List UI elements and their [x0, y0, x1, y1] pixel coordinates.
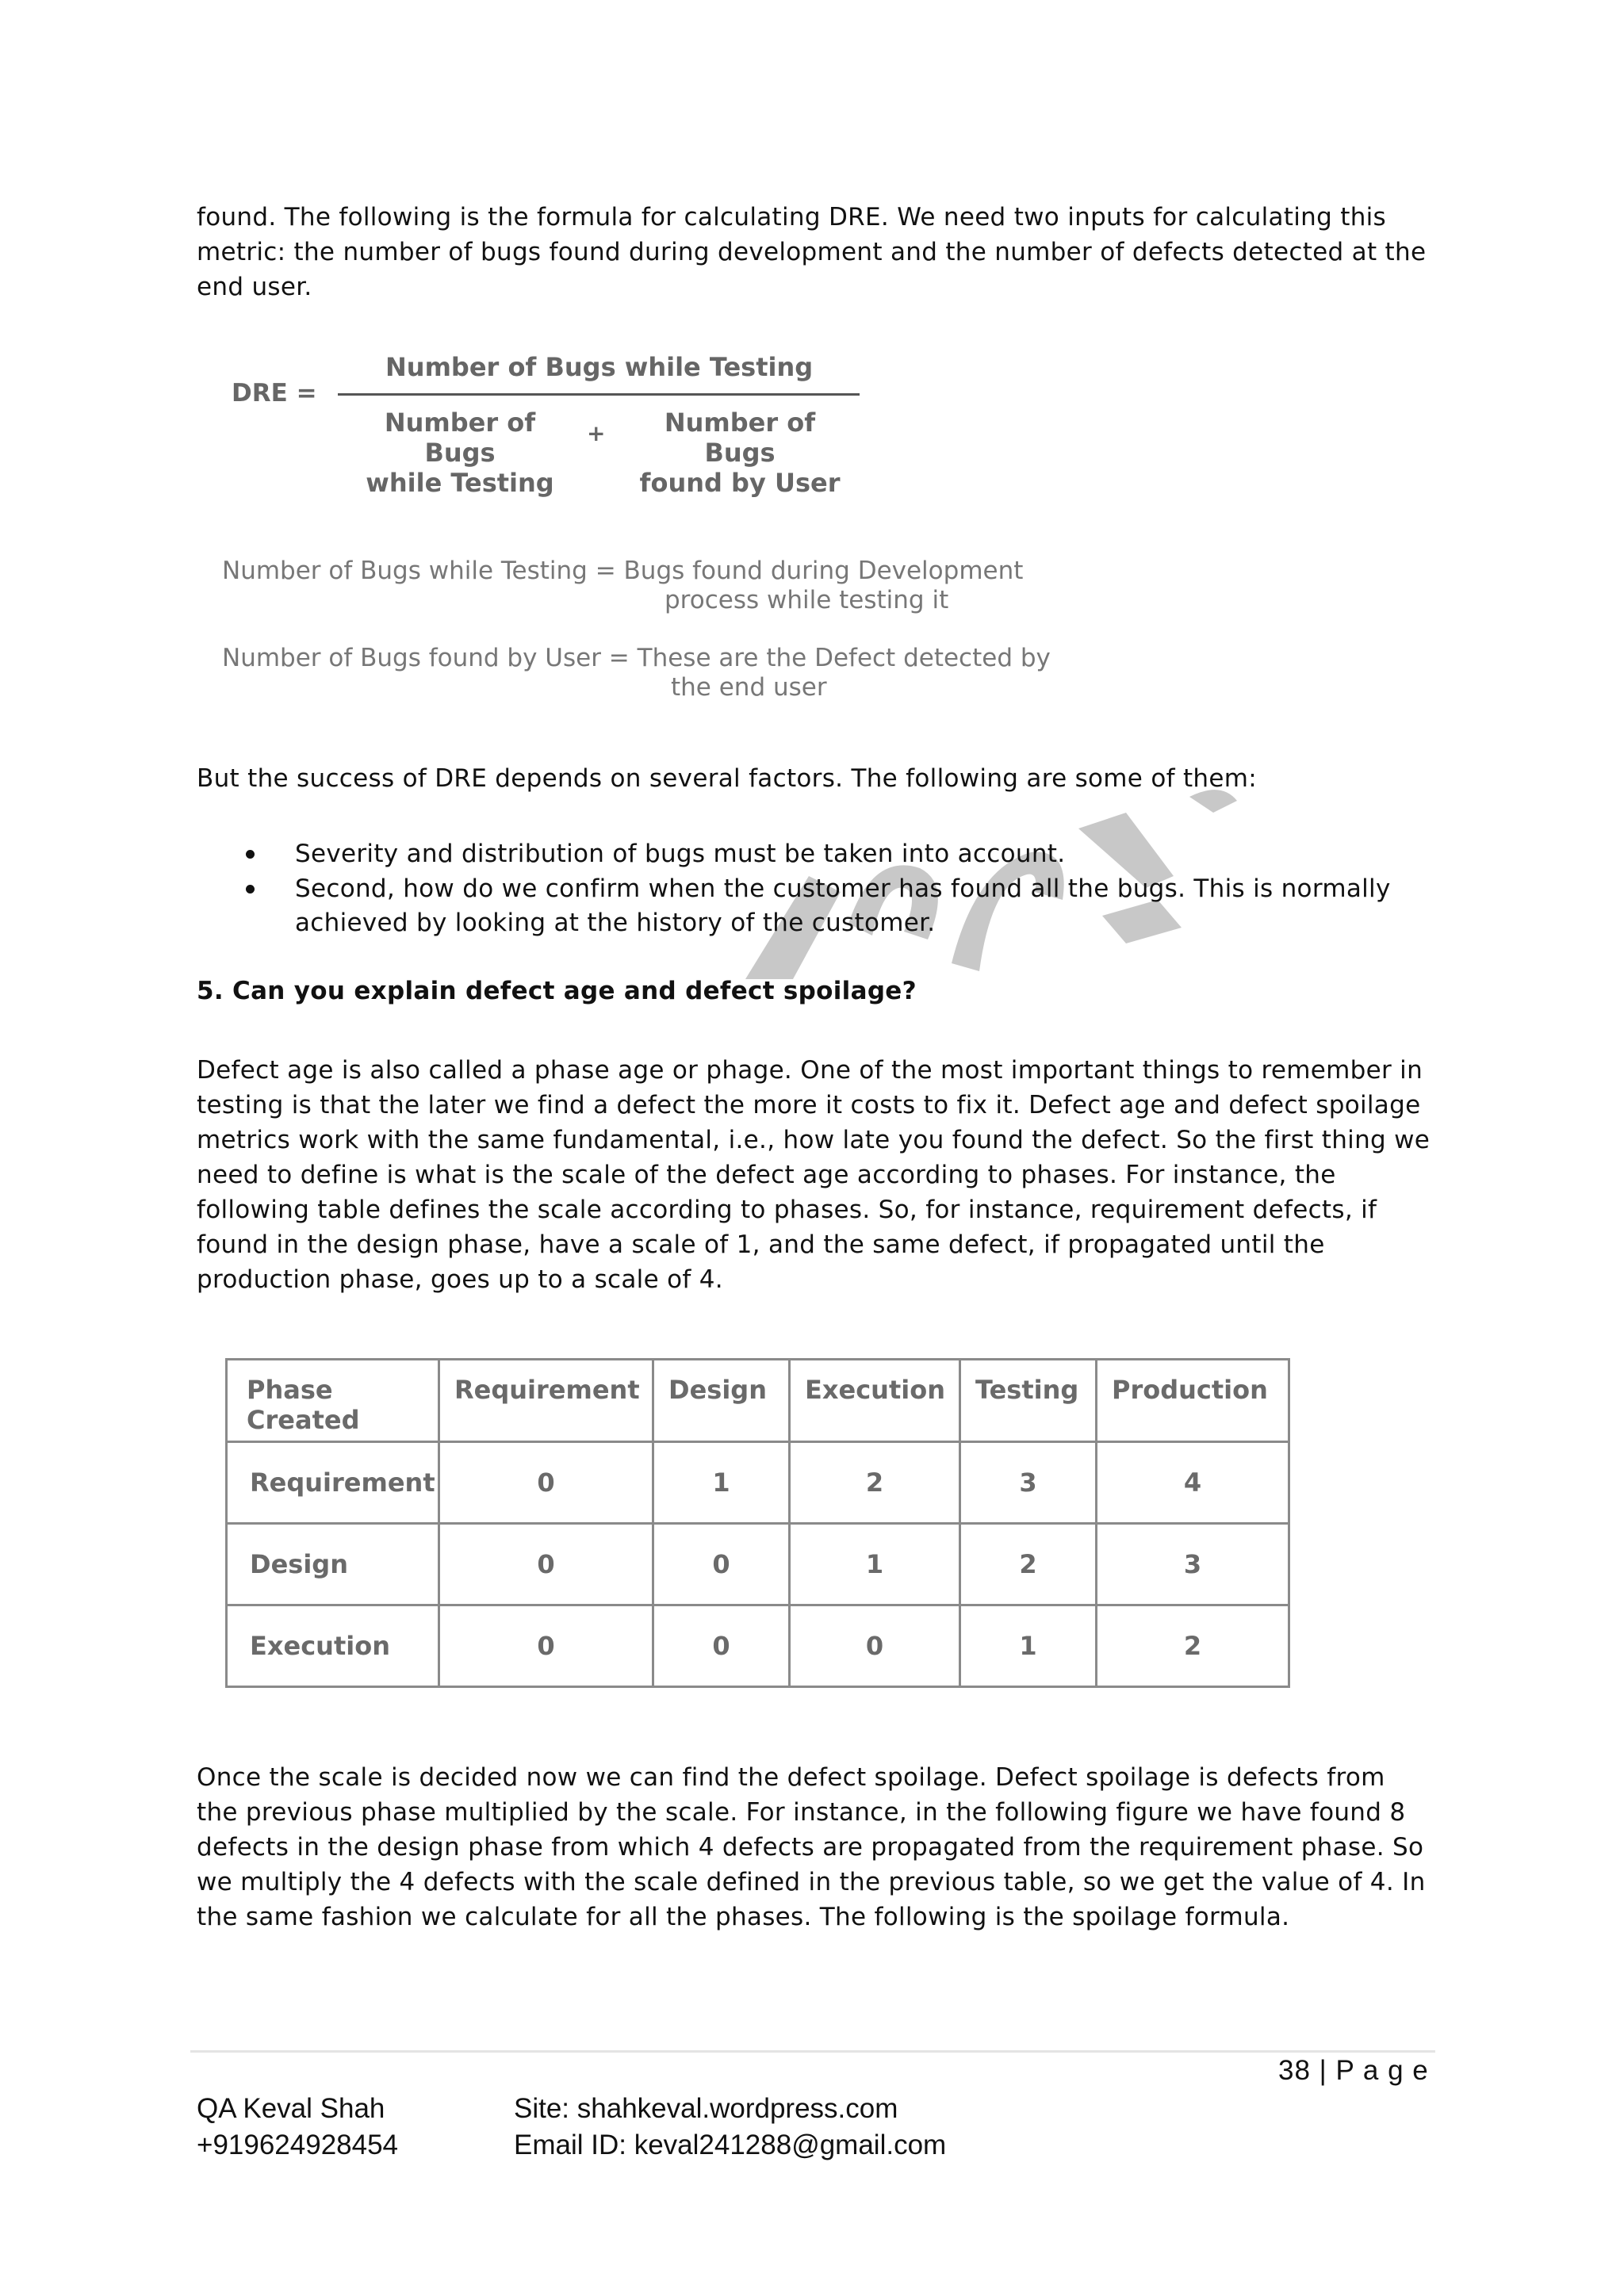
footer-email: Email ID: keval241288@gmail.com	[514, 2130, 947, 2160]
table-cell: 1	[960, 1605, 1097, 1687]
column-header: Requirement	[439, 1360, 653, 1442]
denominator-a-line2: while Testing	[366, 468, 554, 498]
table-cell: 0	[653, 1524, 790, 1605]
table-cell: 0	[439, 1605, 653, 1687]
formula-denominator-a	[349, 408, 571, 498]
row-header: Requirement	[227, 1442, 439, 1524]
table-cell: 1	[653, 1442, 790, 1524]
footer-phone: +919624928454	[197, 2130, 399, 2160]
section-heading: 5. Can you explain defect age and defect spoilage?	[197, 977, 917, 1005]
formula-numerator: Number of Bugs while Testing	[385, 352, 814, 382]
factors-list	[197, 837, 1434, 941]
row-header: Execution	[227, 1605, 439, 1687]
column-header: Execution	[790, 1360, 960, 1442]
list-item	[197, 837, 1434, 871]
row-header: Design	[227, 1524, 439, 1605]
denominator-a-line1: Number of Bugs	[384, 408, 536, 468]
footer-author-name: QA Keval Shah	[197, 2093, 385, 2124]
defect-age-scale-table	[225, 1358, 1290, 1688]
table-cell: 0	[653, 1605, 790, 1687]
footer-site: Site: shahkeval.wordpress.com	[514, 2093, 898, 2124]
definition-bugs-while-testing: Number of Bugs while Testing = Bugs found during Development	[222, 557, 1024, 585]
formula-lhs: DRE =	[232, 379, 317, 408]
fraction-line	[338, 393, 860, 396]
bullet-icon	[246, 850, 255, 859]
success-paragraph: But the success of DRE depends on several factors. The following are some of them:	[197, 764, 1257, 793]
definition-bugs-while-testing-cont: process while testing it	[665, 586, 949, 614]
intro-paragraph: found. The following is the formula for calculating DRE. We need two inputs for calculating this metric: the number of bugs found during development and the number of defects detected at the end user.	[197, 203, 1427, 301]
list-item-text: Severity and distribution of bugs must be taken into account.	[295, 840, 1066, 868]
table-cell: 2	[790, 1442, 960, 1524]
table-cell: 0	[439, 1442, 653, 1524]
table-cell: 4	[1097, 1442, 1289, 1524]
list-item-text: Second, how do we confirm when the customer has found all the bugs. This is normally achieved by looking at the history of the customer.	[295, 874, 1391, 937]
table-cell: 3	[1097, 1524, 1289, 1605]
formula-plus: +	[587, 420, 606, 446]
table-cell: 2	[1097, 1605, 1289, 1687]
column-header: Production	[1097, 1360, 1289, 1442]
corner-line1: Phase	[247, 1375, 333, 1405]
formula-denominator-b	[626, 408, 853, 498]
denominator-b-line2: found by User	[639, 468, 841, 498]
definition-bugs-found-by-user: Number of Bugs found by User = These are the Defect detected by	[222, 644, 1051, 672]
table-row	[227, 1605, 1289, 1687]
corner-line2: Created	[247, 1405, 360, 1435]
table-cell: 1	[790, 1524, 960, 1605]
bullet-icon	[246, 885, 255, 894]
table-header-row	[227, 1360, 1289, 1442]
spoilage-paragraph: Once the scale is decided now we can find the defect spoilage. Defect spoilage is defects from the previous phase multiplied by the scale. For instance, in the following figure we have found 8 defects in the design phase from which 4 defects are propagated from the requirement phase. So we multiply the 4 defects with the scale defined in the previous table, so we get the value of 4. In the same fashion we calculate for all the phases. The following is the spoilage formula.	[197, 1763, 1426, 1931]
table-cell: 2	[960, 1524, 1097, 1605]
table-cell: 0	[790, 1605, 960, 1687]
footer-divider	[190, 2050, 1435, 2053]
table-cell: 0	[439, 1524, 653, 1605]
page-number: 38 | P a g e	[1278, 2055, 1429, 2086]
list-item	[197, 872, 1434, 940]
table-row	[227, 1442, 1289, 1524]
column-header: Testing	[960, 1360, 1097, 1442]
table-row	[227, 1524, 1289, 1605]
table-cell: 3	[960, 1442, 1097, 1524]
denominator-b-line1: Number of Bugs	[664, 408, 816, 468]
definition-bugs-found-by-user-cont: the end user	[671, 673, 827, 702]
column-header: Design	[653, 1360, 790, 1442]
table-corner-header	[227, 1360, 439, 1442]
defect-age-paragraph: Defect age is also called a phase age or phage. One of the most important things to remember in testing is that the later we find a defect the more it costs to fix it. Defect age and defect spoilage metrics work with the same fundamental, i.e., how late you found the defect. So the first thing we need to define is what is the scale of the defect age according to phases. For instance, the following table defines the scale according to phases. So, for instance, requirement defects, if found in the design phase, have a scale of 1, and the same defect, if propagated until the production phase, goes up to a scale of 4.	[197, 1056, 1431, 1294]
